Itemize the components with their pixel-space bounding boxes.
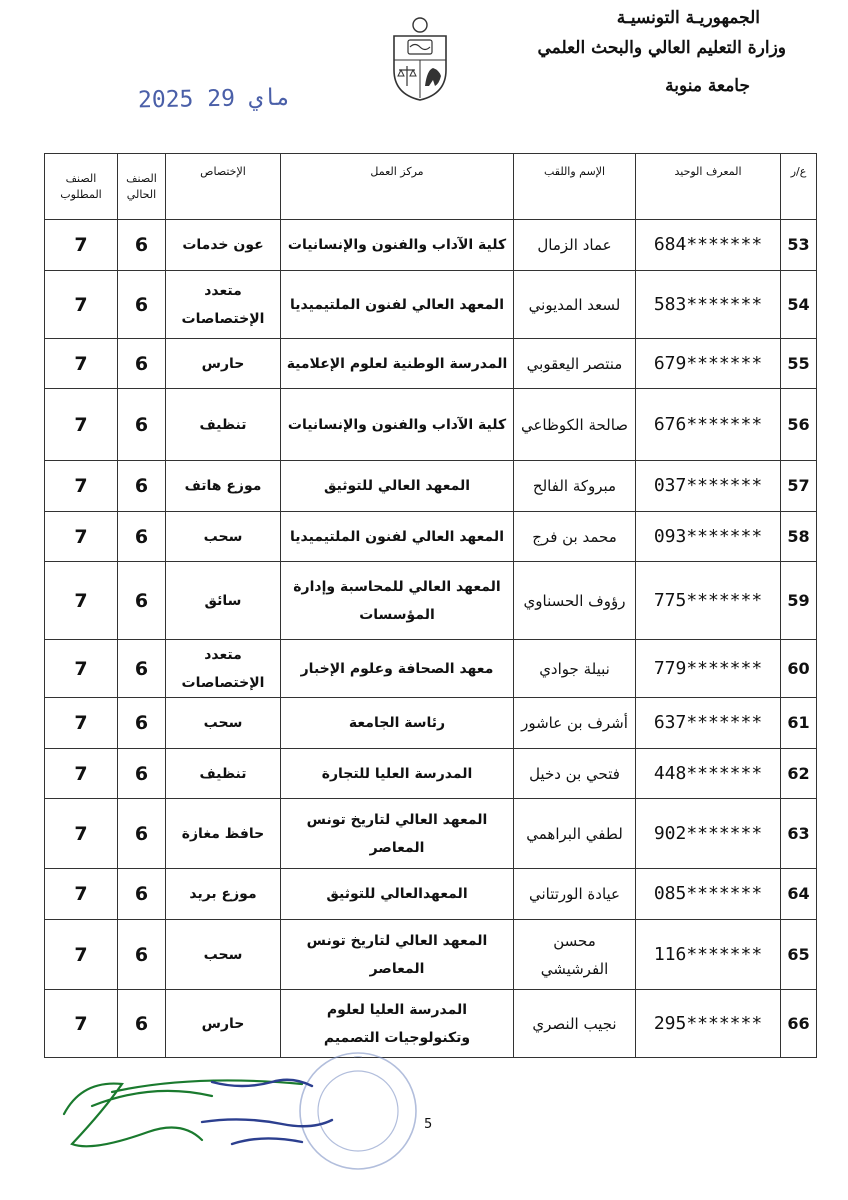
row-no: 59 bbox=[781, 562, 817, 640]
table-row bbox=[45, 869, 817, 920]
row-name: رؤوف الحسناوي bbox=[514, 562, 636, 640]
header-work-center: مركز العمل bbox=[281, 154, 514, 220]
row-work-center: معهد الصحافة وعلوم الإخبار bbox=[281, 640, 514, 698]
row-work-center: رئاسة الجامعة bbox=[281, 698, 514, 749]
row-id: 676******* bbox=[636, 389, 781, 461]
row-name: منتصر اليعقوبي bbox=[514, 339, 636, 389]
row-work-center: المعهد العالي لتاريخ تونس المعاصر bbox=[281, 799, 514, 869]
row-id: 295******* bbox=[636, 990, 781, 1058]
row-name: أشرف بن عاشور bbox=[514, 698, 636, 749]
row-name: نجيب النصري bbox=[514, 990, 636, 1058]
row-specialty: سحب bbox=[166, 698, 281, 749]
row-current-grade: 6 bbox=[118, 389, 166, 461]
table-row bbox=[45, 562, 817, 640]
row-required-grade: 7 bbox=[45, 512, 118, 562]
row-required-grade: 7 bbox=[45, 799, 118, 869]
row-name: مبروكة الفالح bbox=[514, 461, 636, 512]
row-work-center: المعهد العالي لفنون الملتيميديا bbox=[281, 512, 514, 562]
row-required-grade: 7 bbox=[45, 271, 118, 339]
row-current-grade: 6 bbox=[118, 698, 166, 749]
republic-title: الجمهوريـة التونسيـة bbox=[616, 8, 760, 28]
row-required-grade: 7 bbox=[45, 749, 118, 799]
table-row bbox=[45, 698, 817, 749]
date-stamp: 2025 ماي 29 bbox=[137, 84, 291, 114]
row-required-grade: 7 bbox=[45, 562, 118, 640]
row-specialty: حافظ مغازة bbox=[166, 799, 281, 869]
row-current-grade: 6 bbox=[118, 749, 166, 799]
row-specialty: متعدد الإختصاصات bbox=[166, 271, 281, 339]
row-id: 779******* bbox=[636, 640, 781, 698]
row-name: عماد الزمال bbox=[514, 220, 636, 271]
header-no: ع/ر bbox=[781, 154, 817, 220]
row-current-grade: 6 bbox=[118, 461, 166, 512]
row-work-center: كلية الآداب والفنون والإنسانيات bbox=[281, 220, 514, 271]
row-specialty: موزع هاتف bbox=[166, 461, 281, 512]
row-work-center: المعهدالعالي للتوثيق bbox=[281, 869, 514, 920]
header-specialty: الإختصاص bbox=[166, 154, 281, 220]
row-no: 64 bbox=[781, 869, 817, 920]
row-current-grade: 6 bbox=[118, 271, 166, 339]
staff-table bbox=[44, 153, 817, 1058]
row-name: لطفي البراهمي bbox=[514, 799, 636, 869]
table-row bbox=[45, 461, 817, 512]
table-row bbox=[45, 271, 817, 339]
row-no: 53 bbox=[781, 220, 817, 271]
row-work-center: المعهد العالي لفنون الملتيميديا bbox=[281, 271, 514, 339]
row-work-center: المعهد العالي لتاريخ تونس المعاصر bbox=[281, 920, 514, 990]
row-work-center: المدرسة العليا لعلوم وتكنولوجيات التصميم bbox=[281, 990, 514, 1058]
table-row bbox=[45, 920, 817, 990]
page-number: 5 bbox=[424, 1117, 433, 1132]
row-name: محسن الفرشيشي bbox=[514, 920, 636, 990]
row-required-grade: 7 bbox=[45, 698, 118, 749]
table-row bbox=[45, 640, 817, 698]
table-row bbox=[45, 389, 817, 461]
row-current-grade: 6 bbox=[118, 640, 166, 698]
row-no: 63 bbox=[781, 799, 817, 869]
row-required-grade: 7 bbox=[45, 920, 118, 990]
row-specialty: تنظيف bbox=[166, 389, 281, 461]
row-name: صالحة الكوظاعي bbox=[514, 389, 636, 461]
university-title: جامعة منوبة bbox=[665, 76, 750, 96]
row-required-grade: 7 bbox=[45, 389, 118, 461]
row-no: 54 bbox=[781, 271, 817, 339]
row-specialty: متعدد الإختصاصات bbox=[166, 640, 281, 698]
row-current-grade: 6 bbox=[118, 799, 166, 869]
row-specialty: حارس bbox=[166, 339, 281, 389]
row-no: 60 bbox=[781, 640, 817, 698]
row-required-grade: 7 bbox=[45, 461, 118, 512]
row-current-grade: 6 bbox=[118, 220, 166, 271]
table-row bbox=[45, 339, 817, 389]
row-id: 583******* bbox=[636, 271, 781, 339]
row-no: 61 bbox=[781, 698, 817, 749]
row-no: 66 bbox=[781, 990, 817, 1058]
tunisia-emblem-icon bbox=[388, 16, 452, 102]
row-no: 57 bbox=[781, 461, 817, 512]
row-specialty: تنظيف bbox=[166, 749, 281, 799]
row-required-grade: 7 bbox=[45, 339, 118, 389]
row-work-center: المدرسة الوطنية لعلوم الإعلامية bbox=[281, 339, 514, 389]
table-header-row bbox=[45, 154, 817, 220]
row-id: 448******* bbox=[636, 749, 781, 799]
row-id: 085******* bbox=[636, 869, 781, 920]
header-required-grade: الصنف المطلوب bbox=[45, 154, 118, 220]
row-id: 037******* bbox=[636, 461, 781, 512]
row-name: عيادة الورتتاني bbox=[514, 869, 636, 920]
row-no: 62 bbox=[781, 749, 817, 799]
row-id: 637******* bbox=[636, 698, 781, 749]
row-work-center: المعهد العالي للمحاسبة وإدارة المؤسسات bbox=[281, 562, 514, 640]
row-id: 902******* bbox=[636, 799, 781, 869]
row-specialty: سحب bbox=[166, 920, 281, 990]
signature bbox=[52, 1062, 352, 1162]
row-name: محمد بن فرج bbox=[514, 512, 636, 562]
table-row bbox=[45, 749, 817, 799]
header-current-grade: الصنف الحالي bbox=[118, 154, 166, 220]
row-no: 56 bbox=[781, 389, 817, 461]
row-specialty: موزع بريد bbox=[166, 869, 281, 920]
table-row bbox=[45, 990, 817, 1058]
row-specialty: سائق bbox=[166, 562, 281, 640]
row-specialty: سحب bbox=[166, 512, 281, 562]
row-name: لسعد المديوني bbox=[514, 271, 636, 339]
row-current-grade: 6 bbox=[118, 339, 166, 389]
table-row bbox=[45, 799, 817, 869]
row-required-grade: 7 bbox=[45, 220, 118, 271]
row-name: فتحي بن دخيل bbox=[514, 749, 636, 799]
row-required-grade: 7 bbox=[45, 869, 118, 920]
table-row bbox=[45, 220, 817, 271]
row-no: 55 bbox=[781, 339, 817, 389]
row-current-grade: 6 bbox=[118, 920, 166, 990]
row-current-grade: 6 bbox=[118, 869, 166, 920]
row-id: 093******* bbox=[636, 512, 781, 562]
table-row bbox=[45, 512, 817, 562]
row-current-grade: 6 bbox=[118, 990, 166, 1058]
row-required-grade: 7 bbox=[45, 640, 118, 698]
header-name: الإسم واللقب bbox=[514, 154, 636, 220]
ministry-title: وزارة التعليم العالي والبحث العلمي bbox=[537, 38, 786, 58]
row-id: 116******* bbox=[636, 920, 781, 990]
row-name: نبيلة جوادي bbox=[514, 640, 636, 698]
row-specialty: حارس bbox=[166, 990, 281, 1058]
row-work-center: المدرسة العليا للتجارة bbox=[281, 749, 514, 799]
header-id: المعرف الوحيد bbox=[636, 154, 781, 220]
row-id: 684******* bbox=[636, 220, 781, 271]
row-current-grade: 6 bbox=[118, 562, 166, 640]
row-current-grade: 6 bbox=[118, 512, 166, 562]
row-no: 65 bbox=[781, 920, 817, 990]
row-specialty: عون خدمات bbox=[166, 220, 281, 271]
row-required-grade: 7 bbox=[45, 990, 118, 1058]
row-work-center: كلية الآداب والفنون والإنسانيات bbox=[281, 389, 514, 461]
row-work-center: المعهد العالي للتوثيق bbox=[281, 461, 514, 512]
row-id: 775******* bbox=[636, 562, 781, 640]
row-id: 679******* bbox=[636, 339, 781, 389]
row-no: 58 bbox=[781, 512, 817, 562]
